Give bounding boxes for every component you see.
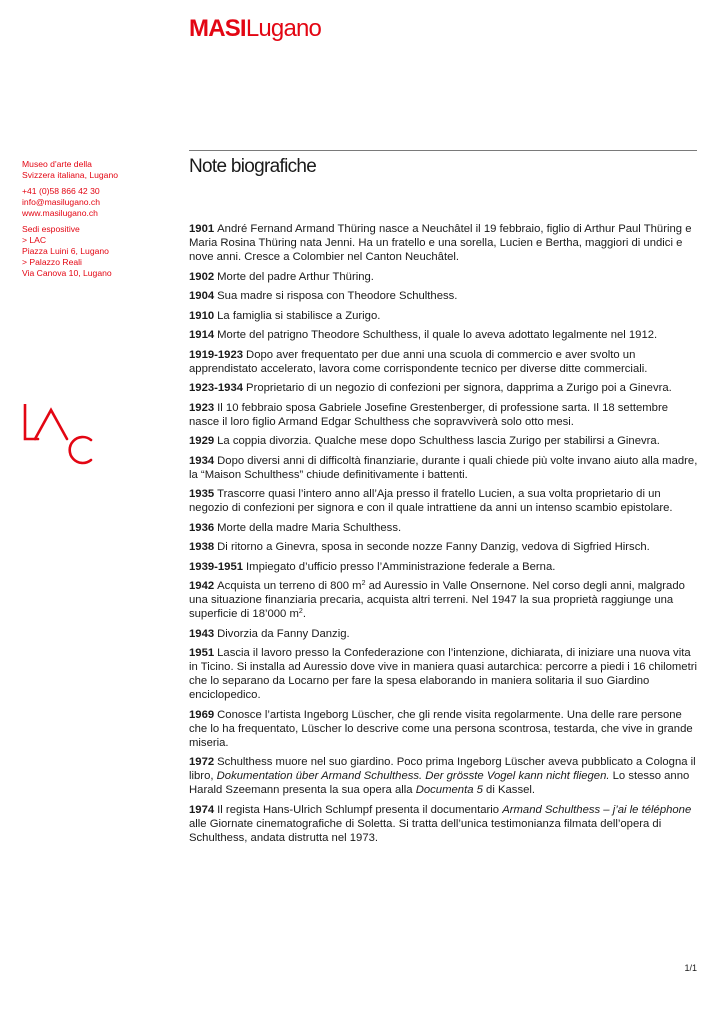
biography-entry <box>189 646 699 702</box>
entry-year: 1972 <box>189 756 215 768</box>
entry-year: 1938 <box>189 541 215 553</box>
biography-entry <box>189 540 699 554</box>
entry-text: Morte della madre Maria Schulthess. <box>217 521 402 534</box>
entry-text: Conosce l’artista Ingeborg Lüscher, che gli rende visita regolarmente. Una delle rare persone che lo ha frequentato, Lüscher lo descrive come una persona scontrosa, testarda, che vive in grande miseria. <box>189 708 693 749</box>
entry-text: La coppia divorzia. Qualche mese dopo Schulthess lascia Zurigo per stabilirsi a Ginevra. <box>217 435 660 447</box>
museum-line: Museo d'arte della <box>22 159 92 169</box>
biography-entry <box>189 560 699 574</box>
biography-entry <box>189 309 699 323</box>
entry-year: 1901 <box>189 223 215 235</box>
entry-text: Trascorre quasi l’intero anno all’Aja presso il fratello Lucien, a sua volta proprietario di un negozio di confezioni per signora e con il quale intrattiene da anni un intenso scambio epistolare. <box>189 488 673 514</box>
venue-address: Via Canova 10, Lugano <box>22 268 112 278</box>
entry-year: 1902 <box>189 270 215 283</box>
page-number: 1/1 <box>684 963 697 973</box>
entry-text: di Kassel. <box>482 784 536 796</box>
biography-entry <box>189 401 699 429</box>
masi-lugano-logo <box>189 14 321 44</box>
entry-text: La famiglia si stabilisce a Zurigo. <box>217 309 381 322</box>
entry-year: 1974 <box>189 803 215 816</box>
entry-text: Schulthess muore nel suo giardino. Poco prima Ingeborg Lüscher aveva pubblicato a Cologna il libro, <box>189 756 696 782</box>
title-divider <box>189 150 697 151</box>
museum-line: Svizzera italiana, Lugano <box>22 170 119 180</box>
logo-bold-text: MASI <box>189 15 246 42</box>
biography-entry <box>189 348 699 376</box>
biography-entry <box>189 381 699 395</box>
entry-year: 1943 <box>189 627 215 640</box>
biography-entry <box>189 487 699 515</box>
biography-entry <box>189 803 699 845</box>
entry-text: Acquista un terreno di 800 m <box>217 580 362 592</box>
superscript: 2 <box>361 580 366 587</box>
biography-entry <box>189 270 699 284</box>
entry-text: Di ritorno a Ginevra, sposa in seconde nozze Fanny Danzig, vedova di Sigfried Hirsch. <box>217 541 650 553</box>
biography-entry <box>189 454 699 482</box>
entry-text: Morte del patrigno Theodore Schulthess, il quale lo aveva adottato legalmente nel 1912. <box>217 329 658 341</box>
entry-text: Divorzia da Fanny Danzig. <box>217 627 350 640</box>
biography-entry <box>189 755 699 797</box>
entry-year: 1934 <box>189 454 215 467</box>
entry-title-italic: Armand Schulthess – j’ai le téléphone <box>502 803 692 816</box>
biography-entries <box>189 222 699 850</box>
entry-year: 1923-1934 <box>189 382 244 394</box>
biography-entry <box>189 708 699 750</box>
entry-year: 1919-1923 <box>189 348 244 361</box>
biography-entry <box>189 289 699 303</box>
entry-year: 1969 <box>189 708 215 721</box>
entry-text: Lascia il lavoro presso la Confederazione con l’intenzione, dichiarata, di iniziare una nuova vita in Ticino. Si installa ad Auressio dove vive in maniera quasi autarchica: percorre a piedi i 16 chilometri che lo separano da Locarno per fare la spesa elaborando in maniera solitaria il suo Giardino enciclopedico. <box>189 647 697 701</box>
venue-address: Piazza Luini 6, Lugano <box>22 246 109 256</box>
biography-entry <box>189 521 699 535</box>
entry-text: André Fernand Armand Thüring nasce a Neuchâtel il 19 febbraio, figlio di Arthur Paul Thüring e Maria Rosina Thüring nata Jenni. Ha un fratello e una sorella, Lucien e Bertha, maggiori di undici e nove anni. Cresce a Colombier nel Canton Neuchâtel. <box>189 223 692 263</box>
superscript: 2 <box>298 608 303 615</box>
entry-year: 1914 <box>189 329 215 341</box>
entry-text: alle Giornate cinematografiche di Soletta. Si tratta dell’unica testimonianza filmata dell’opera di Schulthess, andata distrutta nel 1973. <box>189 817 662 844</box>
venues <box>22 224 172 279</box>
logo-light-text: Lugano <box>245 15 322 42</box>
entry-year: 1936 <box>189 521 215 534</box>
entry-year: 1929 <box>189 435 215 447</box>
entry-year: 1923 <box>189 401 215 414</box>
venue-name: > Palazzo Reali <box>22 257 82 267</box>
entry-year: 1910 <box>189 309 215 322</box>
entry-text: Lo stesso anno Harald Szeemann presenta la sua opera alla <box>189 770 690 796</box>
entry-year: 1951 <box>189 647 215 659</box>
contacts <box>22 186 172 219</box>
venues-heading: Sedi espositive <box>22 224 80 234</box>
entry-title-italic: Dokumentation über Armand Schulthess. Der grösste Vogel kann nicht fliegen. <box>216 770 610 782</box>
entry-text: . <box>302 608 306 620</box>
entry-text: Dopo diversi anni di difficoltà finanziarie, durante i quali chiede più volte invano aiuto alla madre, la “Maison Schulthess” chiude definitivamente i battenti. <box>189 454 698 481</box>
entry-text: Dopo aver frequentato per due anni una scuola di commercio e aver svolto un apprendistato accelerato, lavora come corrispondente tecnico per diverse ditte commerciali. <box>189 348 648 375</box>
museum-name <box>22 159 172 181</box>
entry-text: Proprietario di un negozio di confezioni per signora, dapprima a Zurigo poi a Ginevra. <box>246 382 672 394</box>
entry-text: Impiegato d’ufficio presso l’Amministrazione federale a Berna. <box>246 560 556 573</box>
phone-number: +41 (0)58 866 42 30 <box>22 186 100 196</box>
sidebar <box>22 159 172 284</box>
biography-entry <box>189 627 699 641</box>
entry-text: Morte del padre Arthur Thüring. <box>217 270 374 283</box>
lac-logo-icon <box>22 404 94 468</box>
biography-entry <box>189 222 699 264</box>
entry-year: 1942 <box>189 580 215 592</box>
entry-text: Il regista Hans-Ulrich Schlumpf presenta il documentario <box>217 803 503 816</box>
entry-year: 1904 <box>189 290 215 302</box>
website-link[interactable]: www.masilugano.ch <box>22 208 98 218</box>
entry-text: Sua madre si risposa con Theodore Schulthess. <box>217 290 458 302</box>
entry-text: Il 10 febbraio sposa Gabriele Josefine Grestenberger, di professione sarta. Il 18 settembre nasce il loro figlio Armand Edgar Schulthess che sopravviverà solo otto mesi. <box>189 401 669 428</box>
entry-year: 1939-1951 <box>189 560 244 573</box>
biography-entry <box>189 579 699 621</box>
page-title: Note biografiche <box>189 156 317 177</box>
venue-name: > LAC <box>22 235 47 245</box>
email-link[interactable]: info@masilugano.ch <box>22 197 100 207</box>
biography-entry <box>189 328 699 342</box>
biography-entry <box>189 434 699 448</box>
entry-title-italic: Documenta 5 <box>415 784 483 796</box>
entry-text: ad Auressio in Valle Onsernone. Nel corso degli anni, malgrado una situazione finanziaria precaria, acquista altri terreni. Nel 1947 la sua proprietà raggiunge una superficie di 18’000 m <box>189 580 685 620</box>
entry-year: 1935 <box>189 488 215 500</box>
